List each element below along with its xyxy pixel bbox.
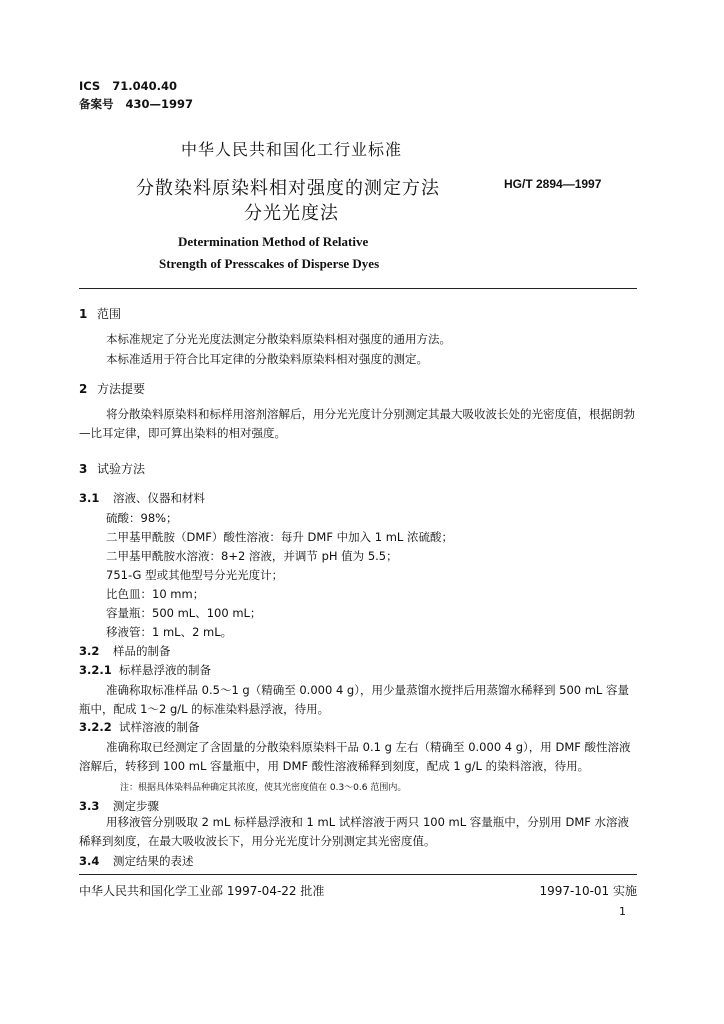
section-3-2-1-paragraph: 准确称取标准样品 0.5～1 g（精确至 0.000 4 g），用少量蒸馏水搅拌后用蒸馏水稀释到 500 mL 容量瓶中，配成 1～2 g/L 的标准染料悬浮液，待用。 — [79, 683, 629, 716]
section-title: 测定结果的表述 — [113, 854, 194, 868]
section-3-3-heading — [79, 798, 159, 814]
materials-item: 容量瓶：500 mL、100 mL； — [106, 606, 262, 620]
standard-code: HG/T 2894—1997 — [504, 177, 602, 191]
section-title: 样品的制备 — [113, 644, 171, 658]
section-3-2-2-heading — [79, 719, 200, 735]
section-3-heading — [79, 460, 145, 477]
industry-standard-heading: 中华人民共和国化工行业标准 — [181, 140, 403, 159]
section-number: 3.2.2 — [79, 720, 112, 734]
section-3-2-1-heading — [79, 662, 211, 678]
filing-number: 430—1997 — [125, 97, 194, 111]
section-number: 3 — [79, 462, 88, 476]
ics-label: ICS — [79, 79, 101, 93]
ics-line — [79, 79, 177, 93]
section-3-2-heading — [79, 643, 171, 659]
section-number: 3.2.1 — [79, 663, 112, 677]
page-number: 1 — [619, 905, 626, 918]
section-2-paragraph: 将分散染料原染料和标样用溶剂溶解后，用分光光度计分别测定其最大吸收波长处的光密度值，根据朗勃—比耳定律，即可算出染料的相对强度。 — [79, 407, 635, 440]
section-number: 3.1 — [79, 491, 100, 505]
section-title: 溶液、仪器和材料 — [113, 491, 205, 505]
materials-item: 二甲基甲酰胺（DMF）酸性溶液：每升 DMF 中加入 1 mL 浓硫酸； — [106, 530, 453, 544]
section-number: 3.3 — [79, 799, 100, 813]
section-3-3-paragraph: 用移液管分别吸取 2 mL 标样悬浮液和 1 mL 试样溶液于两只 100 mL 容量瓶中，分别用 DMF 水溶液稀释到刻度，在最大吸收波长下，用分光光度计分别测定其光密度值。 — [79, 815, 630, 848]
ics-code: 71.040.40 — [112, 79, 177, 93]
section-title: 试样溶液的制备 — [119, 720, 200, 734]
section-title: 测定步骤 — [113, 799, 159, 813]
section-number: 3.2 — [79, 644, 100, 658]
materials-item: 硫酸：98%； — [106, 511, 178, 525]
section-title: 方法提要 — [97, 382, 146, 396]
section-3-4-heading — [79, 853, 194, 869]
section-3-2-2-paragraph: 准确称取已经测定了含固量的分散染料原染料干品 0.1 g 左右（精确至 0.000 4 g），用 DMF 酸性溶液溶解后，转移到 100 mL 容量瓶中，用 DMF 酸性溶液稀释到刻度，配成 1 g/L 的染料溶液，待用。 — [79, 740, 631, 773]
title-en-line2: Strength of Presscakes of Disperse Dyes — [159, 256, 380, 271]
section-number: 1 — [79, 307, 88, 321]
section-title: 试验方法 — [97, 462, 146, 476]
section-3-2-2-note: 注：根据具体染料品种确定其浓度，使其光密度值在 0.3～0.6 范围内。 — [120, 783, 407, 793]
section-3-1-heading — [79, 490, 205, 506]
filing-line — [79, 96, 193, 112]
materials-item: 751-G 型或其他型号分光光度计； — [106, 568, 284, 582]
section-2-heading — [79, 380, 145, 397]
materials-item: 比色皿：10 mm； — [106, 587, 205, 601]
materials-item: 二甲基甲酰胺水溶液：8+2 溶液，并调节 pH 值为 5.5； — [106, 549, 398, 563]
section-1-paragraph-1: 本标准规定了分光光度法测定分散染料原染料相对强度的通用方法。 — [106, 332, 451, 346]
section-number: 2 — [79, 382, 88, 396]
section-title: 范围 — [97, 307, 122, 321]
section-title: 标样悬浮液的制备 — [119, 663, 211, 677]
footer-divider — [79, 874, 637, 875]
section-number: 3.4 — [79, 854, 100, 868]
filing-label: 备案号 — [79, 97, 114, 111]
materials-item: 移液管：1 mL、2 mL。 — [106, 625, 233, 639]
title-en-line1: Determination Method of Relative — [178, 234, 369, 249]
implementation-date: 1997-10-01 实施 — [539, 884, 637, 898]
issued-date: 中华人民共和国化学工业部 1997-04-22 批准 — [79, 884, 325, 898]
section-1-paragraph-2: 本标准适用于符合比耳定律的分散染料原染料相对强度的测定。 — [106, 352, 428, 366]
title-cn-line1: 分散染料原染料相对强度的测定方法 — [136, 178, 440, 199]
title-cn-line2: 分光光度法 — [244, 203, 339, 224]
section-1-heading — [79, 305, 121, 322]
header-divider — [79, 288, 637, 289]
